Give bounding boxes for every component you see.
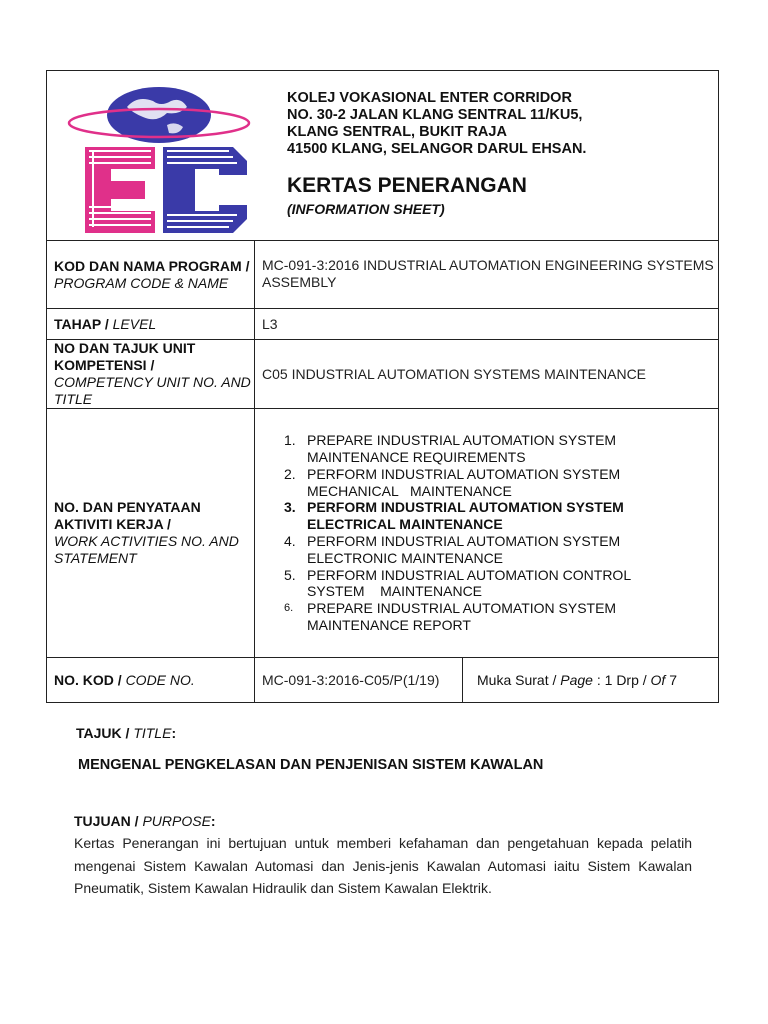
level-label-italic: LEVEL [112, 315, 157, 332]
activity-number: 1. [284, 432, 296, 449]
code-label-bold: NO. KOD / [54, 671, 122, 688]
page-number-cell [463, 658, 719, 703]
document-title: KERTAS PENERANGAN [287, 174, 527, 197]
program-label-italic: PROGRAM CODE & NAME [54, 274, 229, 291]
purpose-label-colon: : [210, 813, 216, 829]
activity-line: ELECTRICAL MAINTENANCE [307, 516, 503, 533]
total-pages: 7 [669, 671, 678, 688]
program-row [47, 241, 719, 309]
purpose-section-label [74, 813, 216, 829]
page-prefix: Muka Surat / [477, 671, 557, 688]
competency-label-italic: COMPETENCY UNIT NO. AND TITLE [54, 374, 251, 407]
activity-line: MECHANICAL MAINTENANCE [307, 482, 512, 499]
activity-line: SYSTEM MAINTENANCE [307, 583, 483, 600]
activities-label-italic: WORK ACTIVITIES NO. AND STATEMENT [54, 533, 239, 566]
document-subtitle: (INFORMATION SHEET) [287, 201, 445, 217]
institution-address-line-2: KLANG SENTRAL, BUKIT RAJA [287, 124, 507, 140]
level-label-cell [47, 309, 255, 340]
program-label-bold: KOD DAN NAMA PROGRAM / [54, 257, 250, 274]
competency-value: C05 INDUSTRIAL AUTOMATION SYSTEMS MAINTENANCE [255, 340, 719, 409]
purpose-paragraph: Kertas Penerangan ini bertujuan untuk memberi kefahaman dan pengetahuan kepada pelatih mengenai Sistem Kawalan Automasi dan Jenis-jenis Kawalan Automasi iaitu Sistem Kawalan Pneumatik, Sistem Kawalan Hidraulik dan Sistem Kawalan Elektrik. [74, 835, 692, 896]
activities-row [47, 409, 719, 658]
purpose-label-italic: PURPOSE [142, 813, 211, 829]
activity-item-current [284, 499, 718, 533]
code-row [47, 658, 719, 703]
activity-line: ELECTRONIC MAINTENANCE [307, 549, 504, 566]
purpose-label-bold: TUJUAN / [74, 813, 139, 829]
activity-line: PERFORM INDUSTRIAL AUTOMATION SYSTEM [307, 465, 621, 482]
program-value: MC-091-3:2016 INDUSTRIAL AUTOMATION ENGINEERING SYSTEMS ASSEMBLY [255, 241, 719, 309]
header-cell [47, 71, 719, 241]
activity-line: PREPARE INDUSTRIAL AUTOMATION SYSTEM [307, 600, 617, 617]
information-sheet-table [46, 70, 719, 703]
code-label-cell [47, 658, 255, 703]
activity-item [284, 432, 718, 466]
section-title: MENGENAL PENGKELASAN DAN PENJENISAN SISTEM KAWALAN [78, 757, 544, 773]
activities-label-cell [47, 409, 255, 658]
title-label-italic: TITLE [133, 725, 172, 741]
level-value: L3 [255, 309, 719, 340]
activities-label-bold: NO. DAN PENYATAAN AKTIVITI KERJA / [54, 499, 201, 532]
activities-list-cell [255, 409, 719, 658]
title-label-bold: TAJUK / [76, 725, 130, 741]
program-label-cell [47, 241, 255, 309]
level-label-bold: TAHAP / [54, 315, 109, 332]
institution-address-line-3: 41500 KLANG, SELANGOR DARUL EHSAN. [287, 141, 587, 157]
institution-address-line-1: NO. 30-2 JALAN KLANG SENTRAL 11/KU5, [287, 107, 583, 123]
code-value: MC-091-3:2016-C05/P(1/19) [255, 658, 463, 703]
of-label-italic: Of [650, 671, 666, 688]
activities-list [255, 432, 718, 634]
college-logo [67, 85, 257, 235]
institution-name: KOLEJ VOKASIONAL ENTER CORRIDOR [287, 90, 572, 106]
activity-line: MAINTENANCE REPORT [307, 616, 471, 633]
page-label-italic: Page [560, 671, 593, 688]
activity-line: MAINTENANCE REQUIREMENTS [307, 449, 526, 466]
activity-number: 3. [284, 499, 296, 516]
activity-line: PERFORM INDUSTRIAL AUTOMATION CONTROL [307, 566, 632, 583]
activity-item [284, 566, 718, 601]
activity-line: PREPARE INDUSTRIAL AUTOMATION SYSTEM [307, 432, 617, 449]
competency-row [47, 340, 719, 409]
activity-item [284, 533, 718, 567]
title-label-colon: : [171, 725, 177, 741]
activity-number: 5. [284, 566, 296, 583]
competency-label-cell [47, 340, 255, 409]
activity-item [284, 465, 718, 500]
activity-number: 4. [284, 533, 296, 549]
level-row [47, 309, 719, 340]
code-label-italic: CODE NO. [125, 671, 195, 688]
activity-item [284, 600, 718, 634]
activity-number: 6. [284, 602, 294, 615]
activity-line: PERFORM INDUSTRIAL AUTOMATION SYSTEM [307, 499, 624, 516]
title-section-label [76, 725, 176, 741]
activity-line: PERFORM INDUSTRIAL AUTOMATION SYSTEM [307, 533, 621, 549]
competency-label-bold: NO DAN TAJUK UNIT KOMPETENSI / [54, 340, 196, 373]
page-value: : 1 Drp / [596, 671, 647, 688]
activity-number: 2. [284, 465, 296, 482]
header-text-block [287, 90, 586, 218]
